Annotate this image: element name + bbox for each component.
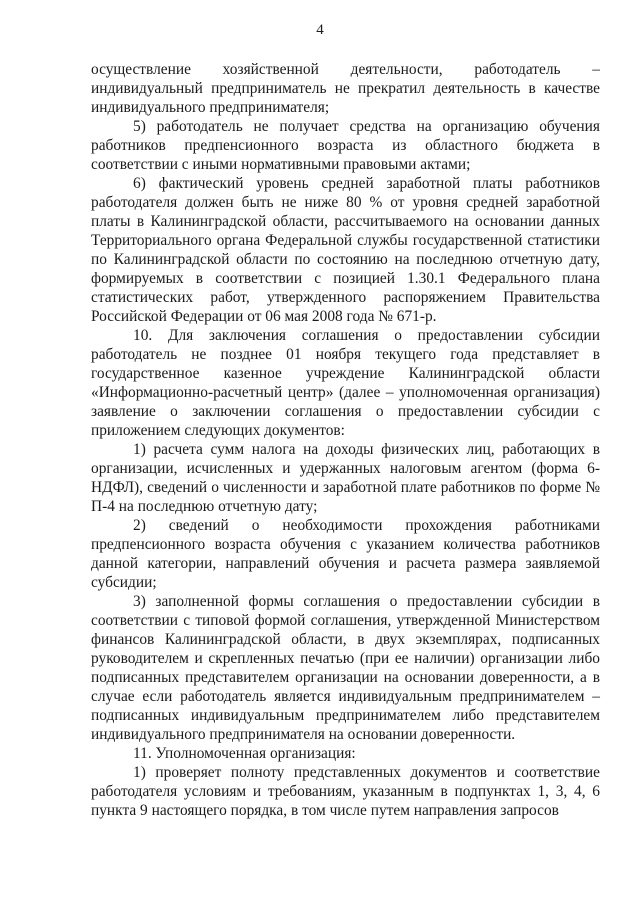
- paragraph-section-11: 11. Уполномоченная организация:: [133, 745, 356, 762]
- paragraph-duty-1: 1) проверяет полноту представленных документов и соответствие работодателя условиям и требованиям, указанным в подпунктах 1, 3, 4, 6 пункта 9 настоящего порядка, в том числе путем направления запросов: [91, 764, 600, 819]
- paragraph-item-6: 6) фактический уровень средней заработной платы работников работодателя должен быть не ниже 80 % от уровня средней заработной платы в Калининградской области, рассчитываемого на основании данных Территориального органа Федеральной службы государственной статистики по Калининградской области по состоянию на последнюю отчетную дату, формируемых в соответствии с позицией 1.30.1 Федерального плана статистических работ, утвержденного распоряжением Правительства Российской Федерации от 06 мая 2008 года № 671-р.: [91, 175, 600, 325]
- paragraph-doc-1: 1) расчета сумм налога на доходы физических лиц, работающих в организации, исчисленных и удержанных налоговым агентом (форма 6-НДФЛ), сведений о численности и заработной плате работников по форме № П-4 на последнюю отчетную дату;: [91, 441, 600, 515]
- paragraph-item-5: 5) работодатель не получает средства на организацию обучения работников предпенсионного возраста из областного бюджета в соответствии с иными нормативными правовыми актами;: [91, 118, 600, 173]
- paragraph-doc-3: 3) заполненной формы соглашения о предоставлении субсидии в соответствии с типовой формой соглашения, утвержденной Министерством финансов Калининградской области, в двух экземплярах, подписанных руководителем и скрепленных печатью (при ее наличии) организации либо подписанных представителем организации на основании доверенности, а в случае если работодатель является индивидуальным предпринимателем – подписанных индивидуальным предпринимателем либо представителем индивидуального предпринимателя на основании доверенности.: [91, 593, 600, 743]
- paragraph-continuation: осуществление хозяйственной деятельности, работодатель – индивидуальный предприниматель не прекратил деятельность в качестве индивидуального предпринимателя;: [91, 61, 600, 116]
- page-number: 4: [316, 22, 324, 38]
- document-body: [91, 60, 600, 820]
- paragraph-section-10: 10. Для заключения соглашения о предоставлении субсидии работодатель не позднее 01 ноября текущего года представляет в государственное казенное учреждение Калининградской области «Информационно-расчетный центр» (далее – уполномоченная организация) заявление о заключении соглашения о предоставлении субсидии с приложением следующих документов:: [91, 327, 600, 439]
- paragraph-doc-2: 2) сведений о необходимости прохождения работниками предпенсионного возраста обучения с указанием количества работников данной категории, направлений обучения и расчета размера заявляемой субсидии;: [91, 517, 600, 591]
